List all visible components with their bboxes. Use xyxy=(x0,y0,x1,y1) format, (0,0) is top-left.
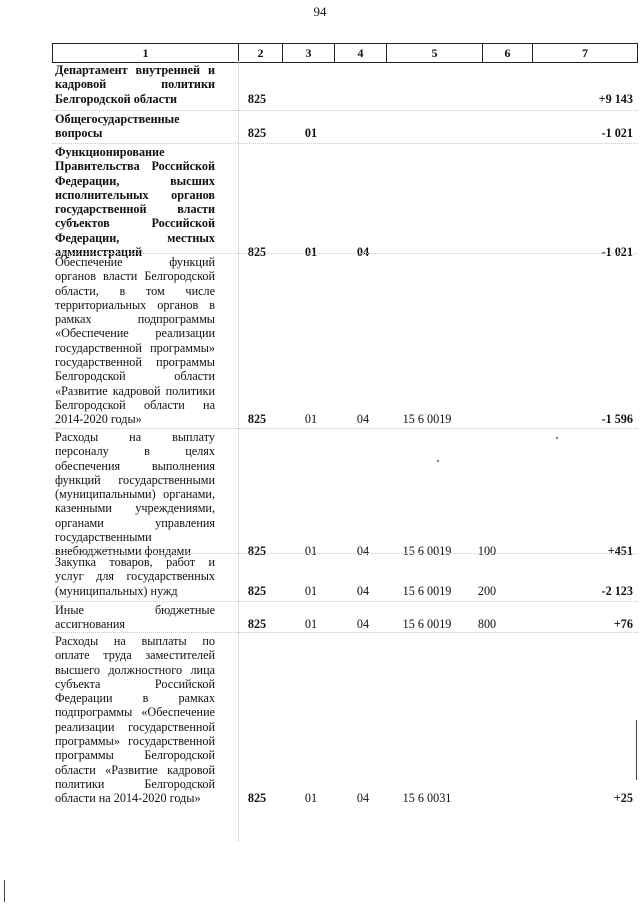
column-header-7: 7 xyxy=(532,44,638,62)
table-header xyxy=(52,43,638,63)
subsection-cell: 04 xyxy=(356,245,370,260)
description-line: вопросы xyxy=(55,126,103,141)
amount-cell: -1 596 xyxy=(601,412,633,427)
table-row xyxy=(52,603,638,632)
amount-cell: -2 123 xyxy=(601,583,633,598)
row-description xyxy=(55,112,215,141)
expense-type-cell: 800 xyxy=(477,617,497,632)
table-row xyxy=(52,555,638,598)
description-line: органов власти Белгородской xyxy=(55,269,215,284)
section-cell: 01 xyxy=(304,245,318,260)
description-line: «Развитие кадровой политики xyxy=(55,383,215,398)
ministry-code-cell: 825 xyxy=(247,126,267,141)
amount-cell: -1 021 xyxy=(601,126,633,141)
description-line: Белгородской области xyxy=(55,91,177,106)
description-line: Федерации в рамках xyxy=(55,691,215,706)
target-article-cell: 15 6 0019 xyxy=(402,544,452,559)
column-header-6: 6 xyxy=(482,44,532,62)
description-line: области «Развитие кадровой xyxy=(55,762,215,777)
ministry-code-cell: 825 xyxy=(247,617,267,632)
ministry-code-cell: 825 xyxy=(247,412,267,427)
column-header-4: 4 xyxy=(334,44,386,62)
table-row xyxy=(52,634,638,806)
scan-speck xyxy=(437,460,439,462)
scan-speck xyxy=(556,437,558,439)
description-line: Правительства Российской xyxy=(55,159,215,174)
description-line: подпрограммы «Обеспечение xyxy=(55,705,215,720)
scan-edge-mark xyxy=(4,880,5,902)
table-row xyxy=(52,63,638,106)
row-separator xyxy=(52,601,638,602)
target-article-cell: 15 6 0031 xyxy=(402,791,452,806)
description-line: Белгородской области на xyxy=(55,397,215,412)
description-line: области, в том числе xyxy=(55,283,215,298)
description-line: государственными xyxy=(55,530,152,545)
expense-type-cell: 100 xyxy=(477,544,497,559)
description-line: Расходы на выплату xyxy=(55,430,215,444)
description-line: государственной программы xyxy=(55,355,215,370)
row-description xyxy=(55,603,215,632)
description-line: государственной программы» xyxy=(55,340,215,355)
description-line: Департамент внутренней и xyxy=(55,63,215,77)
description-line: программы» государственной xyxy=(55,734,215,749)
row-separator xyxy=(52,110,638,111)
table-row xyxy=(52,145,638,259)
subsection-cell: 04 xyxy=(356,412,370,427)
ministry-code-cell: 825 xyxy=(247,791,267,806)
description-line: Функционирование xyxy=(55,145,165,159)
description-line: Федерации, местных xyxy=(55,230,215,245)
description-line: программы Белгородской xyxy=(55,748,215,763)
description-line: обеспечения выполнения xyxy=(55,458,215,473)
column-header-5: 5 xyxy=(386,44,482,62)
description-line: Федерации, высших xyxy=(55,173,215,188)
description-line: оплате труда заместителей xyxy=(55,648,215,663)
target-article-cell: 15 6 0019 xyxy=(402,617,452,632)
description-line: Общегосударственные xyxy=(55,112,180,126)
description-line: персоналу в целях xyxy=(55,444,215,459)
expense-type-cell: 200 xyxy=(477,583,497,598)
target-article-cell: 15 6 0019 xyxy=(402,412,452,427)
column-header-3: 3 xyxy=(282,44,334,62)
section-cell: 01 xyxy=(304,126,318,141)
amount-cell: +25 xyxy=(613,791,633,806)
amount-cell: +76 xyxy=(613,617,633,632)
description-line: казенными учреждениями, xyxy=(55,501,215,516)
description-line: Иные бюджетные xyxy=(55,603,215,617)
subsection-cell: 04 xyxy=(356,583,370,598)
subsection-cell: 04 xyxy=(356,617,370,632)
row-separator xyxy=(52,428,638,429)
section-cell: 01 xyxy=(304,791,318,806)
description-line: субъектов Российской xyxy=(55,216,215,231)
description-line: 2014-2020 годы» xyxy=(55,412,142,427)
section-cell: 01 xyxy=(304,617,318,632)
row-description xyxy=(55,634,215,806)
amount-cell: +9 143 xyxy=(598,91,633,106)
amount-cell: +451 xyxy=(607,544,633,559)
ministry-code-cell: 825 xyxy=(247,544,267,559)
description-line: политики Белгородской xyxy=(55,776,215,791)
description-line: функций государственными xyxy=(55,472,215,487)
row-separator xyxy=(52,143,638,144)
description-line: (муниципальными) органами, xyxy=(55,487,215,502)
description-line: области на 2014-2020 годы» xyxy=(55,791,201,806)
description-line: Расходы на выплаты по xyxy=(55,634,215,648)
row-separator xyxy=(52,632,638,633)
description-line: Закупка товаров, работ и xyxy=(55,555,215,569)
page-number: 94 xyxy=(313,4,327,19)
description-line: органами управления xyxy=(55,515,215,530)
table-row xyxy=(52,255,638,427)
row-separator xyxy=(52,553,638,554)
description-line: услуг для государственных xyxy=(55,569,215,584)
description-line: государственной власти xyxy=(55,202,215,217)
description-line: Обеспечение функций xyxy=(55,255,215,269)
description-line: Белгородской области xyxy=(55,369,215,384)
description-line: высшего должностного лица xyxy=(55,662,215,677)
ministry-code-cell: 825 xyxy=(247,583,267,598)
target-article-cell: 15 6 0019 xyxy=(402,583,452,598)
scan-edge-mark xyxy=(636,720,637,780)
ministry-code-cell: 825 xyxy=(247,245,267,260)
row-description xyxy=(55,555,215,598)
description-line: ассигнования xyxy=(55,617,126,632)
description-line: (муниципальных) нужд xyxy=(55,583,178,598)
description-line: исполнительных органов xyxy=(55,187,215,202)
column-header-2: 2 xyxy=(238,44,282,62)
description-line: внебюджетными фондами xyxy=(55,544,191,559)
description-line: кадровой политики xyxy=(55,77,215,92)
description-line: реализации государственной xyxy=(55,719,215,734)
row-description xyxy=(55,430,215,559)
column-header-1: 1 xyxy=(52,44,238,62)
description-line: администраций xyxy=(55,245,143,260)
row-description xyxy=(55,255,215,427)
row-description xyxy=(55,145,215,259)
subsection-cell: 04 xyxy=(356,791,370,806)
table-row xyxy=(52,430,638,559)
row-separator xyxy=(52,253,638,254)
description-line: «Обеспечение реализации xyxy=(55,326,215,341)
table-row xyxy=(52,112,638,141)
description-line: субъекта Российской xyxy=(55,676,215,691)
description-line: территориальных органов в xyxy=(55,297,215,312)
row-description xyxy=(55,63,215,106)
section-cell: 01 xyxy=(304,544,318,559)
amount-cell: -1 021 xyxy=(601,245,633,260)
section-cell: 01 xyxy=(304,583,318,598)
subsection-cell: 04 xyxy=(356,544,370,559)
description-line: рамках подпрограммы xyxy=(55,312,215,327)
section-cell: 01 xyxy=(304,412,318,427)
ministry-code-cell: 825 xyxy=(247,91,267,106)
